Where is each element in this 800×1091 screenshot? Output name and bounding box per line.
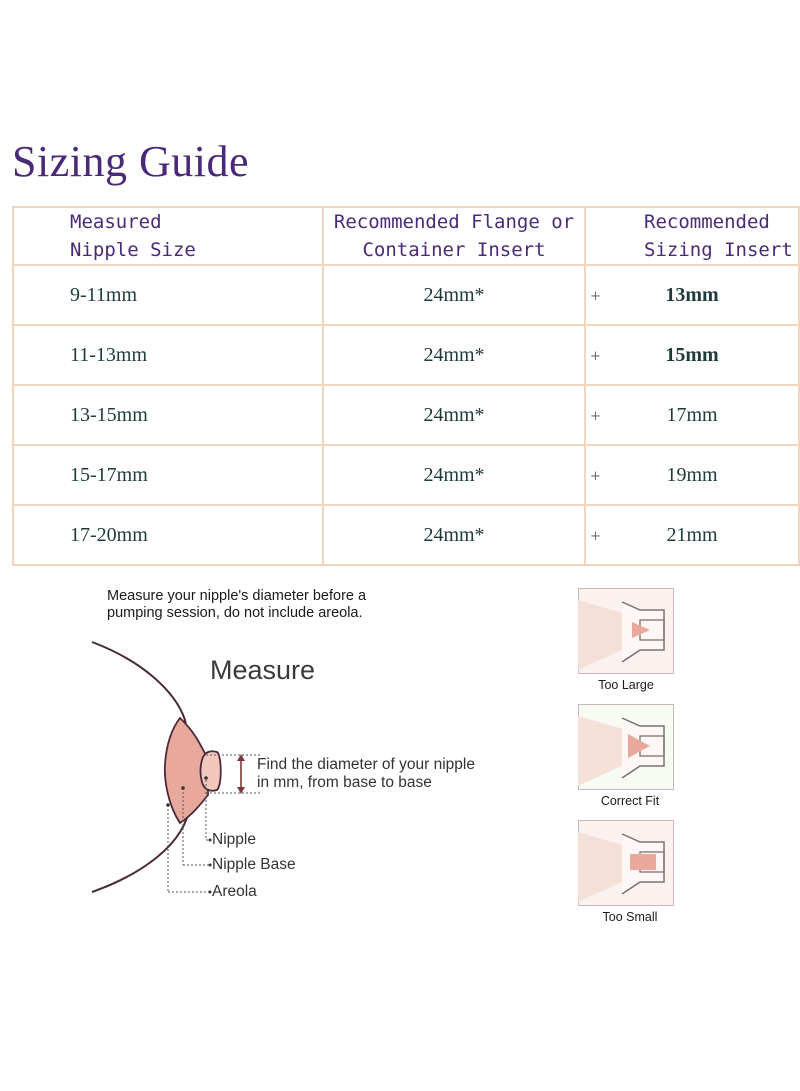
plus-icon: + [590, 289, 601, 304]
nipple-size-cell: 13-15mm [13, 385, 323, 445]
flange-size-cell: 24mm* [323, 265, 585, 325]
nipple-size-cell: 15-17mm [13, 445, 323, 505]
header-recommended-flange: Recommended Flange or Container Insert [323, 207, 585, 265]
diameter-arrow-icon [237, 754, 245, 794]
insert-size-cell: + 15mm [585, 325, 799, 385]
insert-size-cell: + 13mm [585, 265, 799, 325]
too-small-fit-image [578, 820, 674, 906]
nipple-base-label: Nipple Base [212, 856, 296, 873]
flange-size-cell: 24mm* [323, 325, 585, 385]
table-row [13, 385, 799, 445]
plus-icon: + [590, 469, 601, 484]
flange-size-cell: 24mm* [323, 445, 585, 505]
measure-heading: Measure [210, 655, 316, 685]
table-row [13, 505, 799, 565]
table-row [13, 325, 799, 385]
nipple-shape [201, 751, 221, 790]
plus-icon: + [590, 349, 601, 364]
table-row [13, 445, 799, 505]
correct-fit-image [578, 704, 674, 790]
insert-size-cell: + 21mm [585, 505, 799, 565]
insert-size-cell: + 17mm [585, 385, 799, 445]
too-large-fit-image [578, 588, 674, 674]
fit-caption-too-small: Too Small [602, 910, 658, 924]
sizing-table [12, 206, 800, 566]
table-header-row [13, 207, 799, 265]
measure-instructions: Measure your nipple's diameter before a pumping session, do not include areola. [107, 588, 367, 621]
flange-size-cell: 24mm* [323, 505, 585, 565]
plus-icon: + [590, 409, 601, 424]
header-recommended-sizing-insert: Recommended Sizing Insert [585, 207, 799, 265]
fit-caption-correct-fit: Correct Fit [600, 794, 660, 808]
nipple-size-cell: 11-13mm [13, 325, 323, 385]
nipple-label: Nipple [212, 831, 256, 848]
header-measured-nipple-size: Measured Nipple Size [13, 207, 323, 265]
page-title: Sizing Guide [12, 137, 249, 186]
table-row [13, 265, 799, 325]
find-diameter-text: Find the diameter of your nipple in mm, from base to base [257, 756, 475, 791]
nipple-size-cell: 9-11mm [13, 265, 323, 325]
plus-icon: + [590, 529, 601, 544]
areola-label: Areola [212, 883, 257, 900]
fit-caption-too-large: Too Large [598, 678, 654, 692]
nipple-size-cell: 17-20mm [13, 505, 323, 565]
flange-size-cell: 24mm* [323, 385, 585, 445]
insert-size-cell: + 19mm [585, 445, 799, 505]
